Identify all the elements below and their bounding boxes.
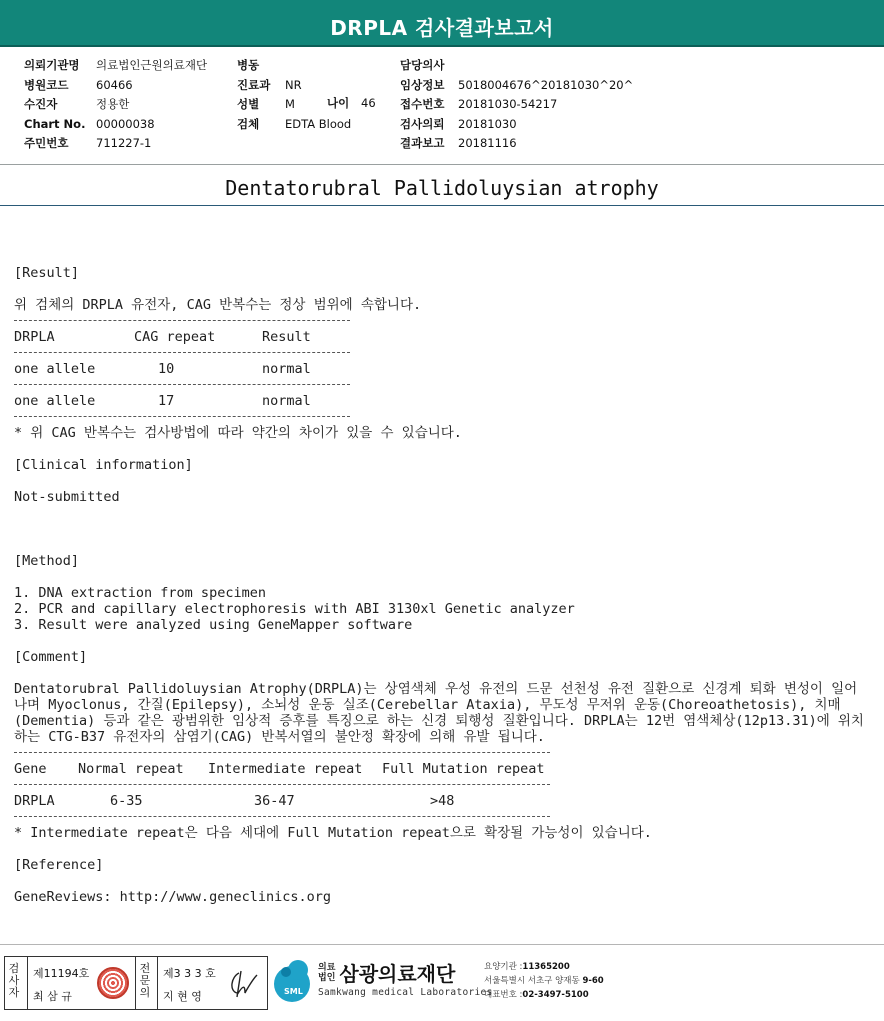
info-row — [24, 134, 207, 154]
column-header: Full Mutation repeat — [382, 761, 545, 777]
contact-value: 02-3497-5100 — [522, 990, 589, 1000]
approver-license: 제3 3 3 호 — [163, 967, 216, 980]
info-label: 주민번호 — [24, 136, 69, 150]
info-value: 46 — [361, 96, 376, 110]
table-cell: one allele — [14, 393, 96, 409]
column-header: Intermediate repeat — [208, 761, 363, 777]
column-header: Result — [262, 329, 311, 345]
table-divider — [14, 777, 874, 793]
info-row — [24, 56, 207, 76]
report-header-title: DRPLA 검사결과보고서 — [330, 16, 554, 40]
table-divider — [14, 345, 874, 361]
clinical-heading: [Clinical information] — [14, 457, 193, 473]
table-cell: normal — [262, 393, 311, 409]
info-row — [400, 76, 633, 96]
info-label: 의뢰기관명 — [24, 58, 80, 72]
logo-text: SML — [284, 987, 303, 996]
table-divider — [14, 809, 874, 825]
contact-label: 요양기관 : — [484, 962, 523, 972]
table-row — [14, 361, 874, 377]
info-row — [237, 76, 351, 96]
tester-license: 제11194호 — [33, 967, 90, 980]
info-row — [24, 95, 207, 115]
reference-text: GeneReviews: http://www.geneclinics.org — [14, 889, 331, 905]
signature-box — [4, 956, 268, 1010]
info-divider — [0, 164, 884, 165]
column-header: DRPLA — [14, 329, 55, 345]
table-cell: 10 — [158, 361, 175, 377]
info-label: 접수번호 — [400, 97, 445, 111]
method-step: 3. Result were analyzed using GeneMapper software — [14, 617, 413, 633]
info-row — [24, 115, 207, 135]
result-summary: 위 검체의 DRPLA 유전자, CAG 반복수는 정상 범위에 속합니다. — [14, 297, 422, 313]
contact-value: 11365200 — [522, 962, 570, 972]
table-divider — [14, 745, 874, 761]
patient-info-col3 — [400, 56, 633, 154]
info-label: 결과보고 — [400, 136, 445, 150]
approver-name: 지 현 영 — [163, 990, 202, 1003]
info-value: 60466 — [96, 77, 133, 92]
result-note: * 위 CAG 반복수는 검사방법에 따라 약간의 차이가 있을 수 있습니다. — [14, 425, 462, 441]
info-label: 수진자 — [24, 97, 58, 111]
result-table-header — [14, 329, 874, 345]
tester-name: 최 삼 규 — [33, 990, 72, 1003]
comment-table-header — [14, 761, 874, 777]
org-name: 삼광의료재단 — [339, 962, 456, 986]
info-label: 검사의뢰 — [400, 116, 445, 131]
approver-label: 전문의 — [139, 962, 151, 999]
table-cell: 6-35 — [110, 793, 143, 809]
info-label: 진료과 — [237, 77, 271, 92]
info-value: M — [285, 97, 295, 111]
table-cell: 36-47 — [254, 793, 295, 809]
patient-info-col1 — [24, 56, 207, 154]
info-label: 임상정보 — [400, 77, 445, 92]
comment-text: Dentatorubral Pallidoluysian Atrophy(DRPLA)는 상염색체 우성 유전의 드문 선천성 유전 질환으로 신경계 퇴화 변성이 일어나며 Myoclonus, 간질(Epilepsy), 소뇌성 운동 실조(Cerebellar Ataxia), 무도성 무저위 운동(Choreoathetosis), 치매(Dementia) 등과 같은 광범위한 임상적 증후를 특징으로 하는 신경 퇴행성 질환입니다. DRPLA는 12번 염색체상(12p13.31)에 위치하는 CTG-B37 유전자의 삼염기(CAG) 반복서열의 불안정 확장에 의해 유발 됩니다. — [14, 681, 864, 745]
table-row — [14, 393, 874, 409]
info-row — [400, 95, 633, 115]
info-label: Chart No. — [24, 116, 86, 131]
column-header: Gene — [14, 761, 47, 777]
info-value: 5018004676^20181030^20^ — [458, 77, 634, 92]
table-divider — [14, 313, 874, 329]
info-value: 20181030-54217 — [458, 97, 558, 111]
info-value: NR — [285, 77, 302, 92]
table-cell: DRPLA — [14, 793, 55, 809]
info-row — [237, 56, 351, 76]
result-heading: [Result] — [14, 265, 80, 281]
title-divider — [0, 205, 884, 206]
info-label: 담당의사 — [400, 58, 445, 72]
org-prefix-bottom: 법인 — [318, 972, 336, 983]
info-label: 성별 — [237, 97, 260, 111]
table-cell: 17 — [158, 393, 175, 409]
info-value: 00000038 — [96, 116, 155, 131]
info-row — [400, 115, 633, 135]
tester-label: 검사자 — [8, 962, 20, 999]
contact-label: 서울특별시 서초구 양재동 — [484, 976, 580, 986]
tester-seal — [97, 967, 129, 999]
method-heading: [Method] — [14, 553, 80, 569]
org-name-block — [318, 958, 493, 998]
signature-icon — [225, 967, 261, 1001]
info-value: 20181116 — [458, 136, 517, 150]
info-label: 검체 — [237, 116, 260, 131]
column-header: CAG repeat — [134, 329, 216, 345]
info-value: 20181030 — [458, 116, 517, 131]
info-row — [237, 115, 351, 135]
table-cell: one allele — [14, 361, 96, 377]
column-header: Normal repeat — [78, 761, 184, 777]
report-header — [0, 0, 884, 47]
info-row — [24, 76, 207, 96]
report-body — [14, 265, 874, 905]
table-cell: >48 — [430, 793, 455, 809]
contact-value: 9-60 — [582, 976, 604, 986]
comment-note: * Intermediate repeat은 다음 세대에 Full Mutation repeat으로 확장될 가능성이 있습니다. — [14, 825, 652, 841]
method-step: 1. DNA extraction from specimen — [14, 585, 266, 601]
comment-heading: [Comment] — [14, 649, 88, 665]
info-value: 711227-1 — [96, 136, 152, 150]
sml-logo-icon — [272, 958, 316, 1004]
table-divider — [14, 409, 874, 425]
org-english-name: Samkwang medical Laboratories — [318, 987, 493, 998]
info-label: 나이 — [327, 96, 350, 110]
reference-heading: [Reference] — [14, 857, 104, 873]
info-row — [400, 134, 633, 154]
age-field — [327, 95, 376, 111]
info-label: 병원코드 — [24, 77, 69, 92]
org-prefix-top: 의료 — [318, 962, 336, 973]
clinical-text: Not-submitted — [14, 489, 120, 505]
info-value: 의료법인근원의료재단 — [96, 58, 208, 72]
table-cell: normal — [262, 361, 311, 377]
table-row — [14, 793, 874, 809]
contact-label: 대표번호 : — [484, 990, 523, 1000]
info-label: 병동 — [237, 58, 260, 72]
info-row — [400, 56, 633, 76]
report-title: Dentatorubral Pallidoluysian atrophy — [225, 176, 659, 200]
table-divider — [14, 377, 874, 393]
method-step: 2. PCR and capillary electrophoresis with ABI 3130xl Genetic analyzer — [14, 601, 575, 617]
footer-divider — [0, 944, 884, 945]
org-contact — [484, 960, 604, 1002]
info-value: EDTA Blood — [285, 116, 352, 131]
info-value: 정용한 — [96, 97, 130, 111]
